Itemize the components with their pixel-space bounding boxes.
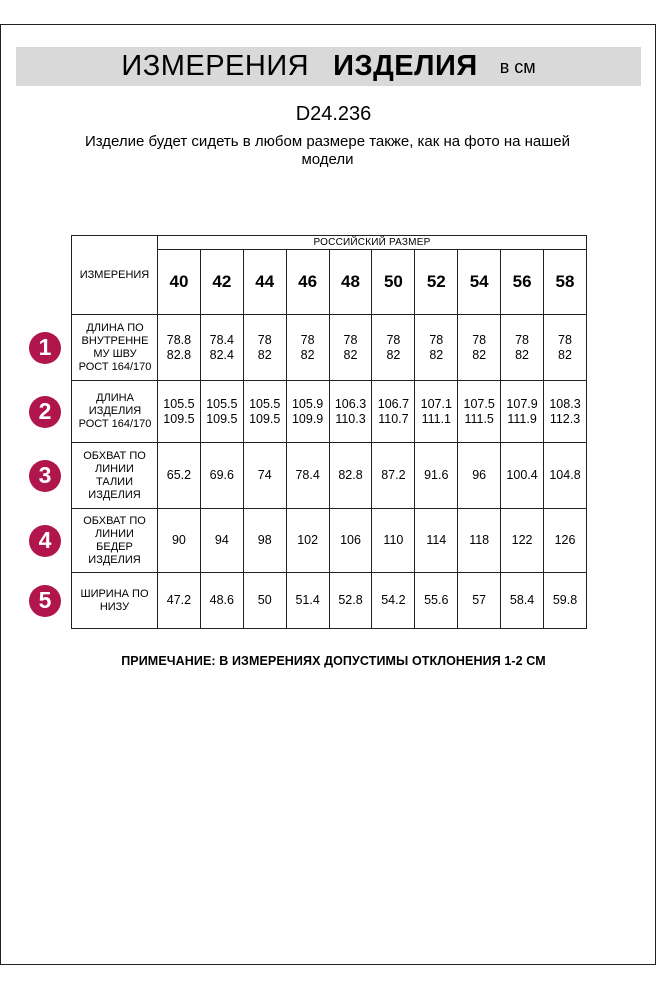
value-cell	[158, 509, 201, 573]
value-cell	[372, 381, 415, 443]
value-line: 104.8	[549, 468, 581, 482]
value-cell	[415, 381, 458, 443]
value-line: 102	[297, 533, 319, 547]
value-line: 111.1	[421, 411, 451, 426]
value-line: 78	[386, 332, 401, 347]
value-cell	[200, 573, 243, 629]
value-cell	[200, 381, 243, 443]
size-header-52: 52	[415, 250, 458, 315]
value-line: 105.5	[206, 396, 238, 411]
value-line: 108.3	[549, 396, 581, 411]
value-line: 78	[343, 332, 358, 347]
value-line: 78.4	[295, 468, 320, 482]
row-label-line: НИЗУ	[99, 600, 130, 613]
size-header-40: 40	[158, 250, 201, 315]
value-line: 109.9	[291, 411, 324, 426]
size-header-50: 50	[372, 250, 415, 315]
value-line: 100.4	[506, 468, 538, 482]
value-cell	[243, 381, 286, 443]
size-table	[71, 235, 587, 629]
title-part2: ИЗДЕЛИЯ	[333, 50, 478, 82]
subtitle: Изделие будет сидеть в любом размере также, как на фото на нашей модели	[84, 133, 571, 168]
row-label-line: ВНУТРЕННЕ	[81, 334, 149, 347]
value-line: 90	[171, 533, 186, 547]
value-cell	[243, 509, 286, 573]
value-line: 106.3	[334, 396, 367, 411]
title-units: в см	[499, 57, 536, 77]
value-cell	[415, 315, 458, 381]
row-label-line: ДЛИНА	[96, 392, 134, 404]
value-cell	[372, 509, 415, 573]
size-header-48: 48	[329, 250, 372, 315]
row-number-badge: 4	[29, 525, 61, 557]
value-line: 111.5	[464, 411, 494, 426]
row-label-line: ШИРИНА ПО	[80, 587, 149, 600]
row-label	[72, 443, 158, 509]
measurements-header: ИЗМЕРЕНИЯ	[72, 236, 158, 315]
value-cell	[243, 443, 286, 509]
value-line: 110.3	[335, 411, 366, 426]
value-cell	[501, 443, 544, 509]
value-cell	[415, 573, 458, 629]
value-cell	[415, 509, 458, 573]
value-cell	[158, 315, 201, 381]
value-cell	[286, 381, 329, 443]
value-line: 51.4	[295, 593, 320, 607]
value-line: 69.6	[209, 468, 234, 482]
value-line: 111.9	[507, 411, 537, 426]
value-line: 82.4	[209, 347, 234, 362]
value-line: 107.5	[463, 396, 495, 411]
value-cell	[458, 443, 501, 509]
value-line: 78	[429, 332, 444, 347]
value-line: 110.7	[378, 411, 409, 426]
value-line: 65.2	[166, 468, 192, 482]
row-label	[72, 509, 158, 573]
value-cell	[415, 443, 458, 509]
value-line: 91.6	[424, 468, 449, 482]
value-cell	[501, 509, 544, 573]
value-line: 105.5	[249, 396, 281, 411]
row-label-line: ЛИНИИ	[95, 462, 134, 475]
value-cell	[544, 381, 587, 443]
value-line: 74	[257, 468, 272, 482]
value-line: 94	[214, 533, 229, 547]
value-cell	[286, 443, 329, 509]
title-part1: ИЗМЕРЕНИЯ	[121, 50, 310, 82]
value-line: 82	[472, 347, 487, 362]
value-cell	[200, 443, 243, 509]
value-cell	[243, 573, 286, 629]
value-cell	[329, 509, 372, 573]
row-label-line: ИЗДЕЛИЯ	[88, 553, 141, 566]
row-label-line: БЕДЕР	[96, 540, 133, 553]
value-cell	[372, 443, 415, 509]
row-label-line: ОБХВАТ ПО	[83, 514, 146, 527]
value-line: 82	[386, 347, 401, 362]
value-line: 96	[472, 468, 487, 482]
value-cell	[286, 509, 329, 573]
value-cell	[158, 443, 201, 509]
value-line: 106.7	[377, 396, 410, 411]
value-line: 55.6	[424, 593, 449, 607]
row-label-line: ИЗДЕЛИЯ	[88, 488, 141, 501]
value-cell	[200, 509, 243, 573]
value-line: 109.5	[206, 411, 238, 426]
value-line: 78	[472, 332, 487, 347]
table-row	[72, 443, 587, 509]
value-line: 82	[515, 347, 530, 362]
row-label-line: ЛИНИИ	[95, 527, 134, 540]
value-line: 78	[558, 332, 572, 347]
value-line: 58.4	[509, 593, 535, 607]
row-label	[72, 381, 158, 443]
value-line: 48.6	[209, 593, 234, 607]
value-cell	[458, 573, 501, 629]
size-group-header: РОССИЙСКИЙ РАЗМЕР	[158, 236, 587, 250]
size-header-58: 58	[544, 250, 587, 315]
size-header-56: 56	[501, 250, 544, 315]
row-label-line: ОБХВАТ ПО	[83, 449, 146, 462]
row-label-line: МУ ШВУ	[93, 347, 137, 360]
row-label-line: РОСТ 164/170	[78, 360, 152, 373]
value-line: 82	[558, 347, 572, 362]
value-cell	[329, 573, 372, 629]
row-label-line: ДЛИНА ПО	[86, 321, 144, 334]
value-line: 105.9	[291, 396, 324, 411]
value-cell	[501, 381, 544, 443]
value-cell	[158, 381, 201, 443]
value-cell	[329, 381, 372, 443]
value-line: 47.2	[166, 593, 192, 607]
value-cell	[243, 315, 286, 381]
value-cell	[329, 443, 372, 509]
value-cell	[458, 381, 501, 443]
value-cell	[544, 315, 587, 381]
value-line: 109.5	[249, 411, 281, 426]
value-cell	[329, 315, 372, 381]
row-number-badge: 2	[29, 396, 61, 428]
value-line: 109.5	[163, 411, 195, 426]
value-cell	[501, 573, 544, 629]
value-line: 112.3	[549, 411, 581, 426]
value-line: 107.9	[506, 396, 538, 411]
title-banner	[16, 47, 641, 86]
value-line: 78	[257, 332, 272, 347]
size-header-42: 42	[200, 250, 243, 315]
value-line: 114	[426, 533, 447, 547]
row-number-badge: 1	[29, 332, 61, 364]
value-cell	[544, 509, 587, 573]
value-line: 126	[554, 533, 576, 547]
value-line: 82.8	[338, 468, 363, 482]
product-code: D24.236	[295, 103, 372, 125]
value-line: 59.8	[552, 593, 578, 607]
value-line: 78	[300, 332, 315, 347]
value-line: 107.1	[420, 396, 452, 411]
row-label-line: РОСТ 164/170	[78, 418, 152, 430]
row-label	[72, 573, 158, 629]
note: ПРИМЕЧАНИЕ: В ИЗМЕРЕНИЯХ ДОПУСТИМЫ ОТКЛОНЕНИЯ 1-2 СМ	[121, 654, 546, 668]
value-line: 122	[511, 533, 533, 547]
value-line: 52.8	[338, 593, 363, 607]
row-number-badge: 3	[29, 460, 61, 492]
value-cell	[158, 573, 201, 629]
value-line: 78.4	[209, 332, 234, 347]
value-line: 106	[340, 533, 361, 547]
value-line: 78	[515, 332, 530, 347]
row-label-line: ТАЛИИ	[96, 475, 133, 488]
value-cell	[286, 573, 329, 629]
value-line: 98	[257, 533, 272, 547]
table-row	[72, 315, 587, 381]
value-cell	[544, 443, 587, 509]
value-line: 54.2	[381, 593, 406, 607]
value-cell	[286, 315, 329, 381]
row-label	[72, 315, 158, 381]
value-cell	[200, 315, 243, 381]
value-line: 82	[343, 347, 358, 362]
value-line: 118	[469, 533, 490, 547]
value-line: 57	[472, 593, 487, 607]
table-row	[72, 573, 587, 629]
value-cell	[372, 315, 415, 381]
size-header-46: 46	[286, 250, 329, 315]
value-cell	[372, 573, 415, 629]
table-body	[72, 315, 587, 629]
value-line: 82	[257, 347, 272, 362]
value-line: 105.5	[163, 396, 195, 411]
value-line: 82.8	[166, 347, 192, 362]
value-line: 87.2	[381, 468, 406, 482]
value-line: 110	[383, 533, 404, 547]
row-label-line: ИЗДЕЛИЯ	[88, 405, 142, 417]
value-line: 50	[257, 593, 272, 607]
value-line: 82	[300, 347, 315, 362]
size-header-44: 44	[243, 250, 286, 315]
value-cell	[544, 573, 587, 629]
value-line: 78.8	[166, 332, 192, 347]
value-cell	[458, 315, 501, 381]
value-cell	[501, 315, 544, 381]
row-number-badge: 5	[29, 585, 61, 617]
table-row	[72, 381, 587, 443]
size-header-54: 54	[458, 250, 501, 315]
value-cell	[458, 509, 501, 573]
value-line: 82	[429, 347, 444, 362]
table-row	[72, 509, 587, 573]
